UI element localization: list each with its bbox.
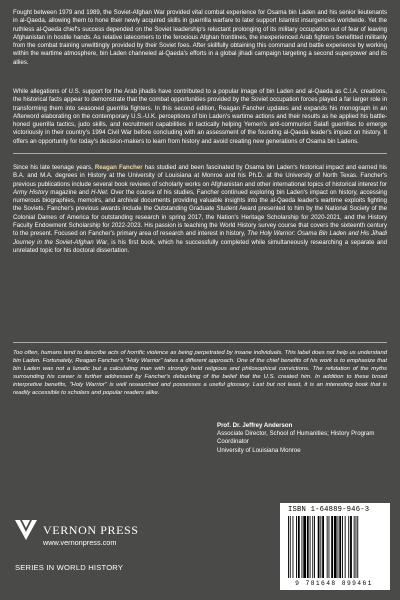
barcode-bars-icon xyxy=(287,516,383,578)
barcode-digits: 9 781648 899461 xyxy=(295,580,373,587)
blurb-paragraph-1: Fought between 1979 and 1989, the Soviet-Afghan War provided vital combat experience for Osama bin Laden and his senior lieutenants in al-Qaeda, allowing them to hone their newly acquired skills in guerrilla warfare to later support Islamist insurgencies worldwide. Yet the ruthless al-Qaeda chief's success depended on the Soviet leadership's reluctant prolonging of its military occupation out of fear of leaving Afghanistan in hostile hands. As relative latecomers to the ferocious Afghan frontlines, the inexperienced Arab fighters benefitted militarily from the combat training unwittingly provided by their Soviet foes. After skillfully obtaining this command and battle experience by working within the wartime atmosphere, bin Laden channeled al-Qaeda's efforts in a global jihadi campaign targeting a second superpower and its allies. xyxy=(13,9,387,66)
divider-bottom xyxy=(13,342,387,343)
publisher-block xyxy=(13,518,163,572)
bio-text-intro: Since his late teenage years, xyxy=(13,164,95,171)
bio-text-3: . Over the course of his studies, Fancher continued exploring bin Laden's impact on history, accessing numerous biographies, memoirs, and archival documents providing valuable insights into the al-Qaeda leader's wartime exploits fighting the Soviets. Fancher's previous awards include the Outstanding Graduate Student Award presented to him by the National Society of the Colonial Dames of America for outstanding research in spring 2017, the Nation's Heritage Scholarship for 2020-2021, and the History Faculty Endowment Scholarship for 2022-2023. His passion is teaching the World History survey course that covers the sixteenth century to the present. Focused on Fancher's primary area of research and interest in history, xyxy=(13,188,387,238)
magazine-title-2: H-Net xyxy=(90,188,107,196)
review-quote: Too often, humans tend to describe acts of horrific violence as being perpetrated by insane individuals. This label does not help us understand bin Laden. Fortunately, Reagan Fancher's "Holy Warrior" takes a different approach. One of the chief benefits of his work is to emphasize that bin Laden was not a lunatic but a calculating man with strongly held religious and philosophical convictions. The refutation of the myths surrounding his career is further addressed by Fancher's debunking of the belief that the U.S. created him. In addition to these broad interpretive benefits, "Holy Warrior" is well researched and possesses a useful glossary. Last but not least, it is an interesting book that is readily accessible to scholars and popular readers alike. xyxy=(13,350,387,397)
blurb-paragraph-2: While allegations of U.S. support for the Arab jihadis have contributed to a popular image of bin Laden and al-Qaeda as C.I.A. creations, the historical facts appear to demonstrate that the combat opportunities provided by the Soviet occupation forces played a far larger role in transforming them into seasoned guerrilla fighters. In this second edition, Reagan Fancher updates and expands his monograph in an Afterword elaborating on the contemporary U.S.-U.K. perceptions of bin Laden's wartime actions and their results as he applied his battle-honed guerrilla tactics, judo skills, and recruitment capabilities in tactically helping Yemen's anti-communist Salafi guerrillas to emerge victoriously in their country's 1994 Civil War before concluding with an assessment of the founding al-Qaeda leader's impact on history. It offers an opportunity for today's decision-makers to learn from history and avoid creating new generations of Osama bin Ladens. xyxy=(13,88,387,145)
endorser-block xyxy=(217,422,387,455)
divider-top xyxy=(13,153,387,154)
bio-text-1: has studied and been fascinated by Osama bin Laden's historical impact and earned his B.A. and M.A. degrees in History at the University of Louisiana at Monroe and his Ph.D. at the University of North Texas. Fancher's previous publications include several book reviews of scholarly works on Afghanistan and other international topics of historical interest for xyxy=(13,164,387,188)
isbn-label: ISBN 1-64889-946-3 xyxy=(288,506,370,514)
barcode xyxy=(280,503,390,590)
book-title: The Holy Warrior: Osama Bin Laden and His Jihadi Journey in the Soviet-Afghan War xyxy=(13,230,387,246)
bio-text-4: , is his first book, which he successfully completed while simultaneously researching a separate and unrelated topic for his doctoral dissertation. xyxy=(13,238,388,254)
publisher-url: www.vernonpress.com xyxy=(43,538,117,547)
endorser-role: Associate Director, School of Humanities; History Program Coordinator xyxy=(217,430,375,446)
endorser-institution: University of Louisiana Monroe xyxy=(217,446,301,454)
bio-text-2: magazine and xyxy=(48,188,91,196)
magazine-title-1: Army History xyxy=(13,188,49,196)
author-name: Reagan Fancher xyxy=(94,164,143,171)
endorser-name: Prof. Dr. Jeffrey Anderson xyxy=(217,422,293,429)
vernon-press-logo-icon xyxy=(13,518,39,542)
series-name: SERIES IN WORLD HISTORY xyxy=(15,563,124,572)
publisher-name: VERNON PRESS xyxy=(43,522,139,537)
author-bio xyxy=(13,164,387,255)
